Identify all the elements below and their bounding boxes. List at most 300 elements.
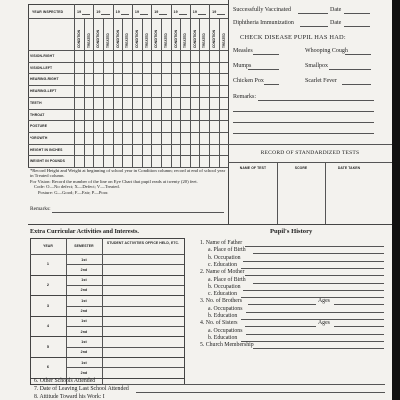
health-cell[interactable] (113, 144, 122, 155)
health-cell[interactable] (219, 144, 228, 155)
condition-header: CONDITION (115, 30, 120, 48)
health-cell[interactable] (75, 51, 84, 62)
health-cell[interactable] (84, 51, 93, 62)
activities-entry-cell[interactable] (103, 348, 182, 356)
disease-label: Whooping Cough (305, 48, 348, 54)
health-cell[interactable] (103, 86, 112, 97)
check-disease-title: CHECK DISEASE PUPIL HAS HAD: (240, 34, 346, 41)
health-cell[interactable] (94, 109, 103, 120)
health-cell[interactable] (84, 144, 93, 155)
disease-fill-line[interactable] (329, 69, 371, 70)
health-cell[interactable] (200, 144, 209, 155)
diphtheria-date-label: Date (330, 20, 342, 26)
health-cell[interactable] (132, 74, 141, 85)
history-item-label: b. Occupation (208, 254, 241, 261)
activities-semester-label: 2nd (80, 288, 88, 293)
health-cell[interactable] (132, 109, 141, 120)
health-row-label: THROAT (30, 112, 45, 117)
health-cell[interactable] (132, 62, 141, 73)
health-cell[interactable] (123, 144, 132, 155)
disease-label: Chicken Pox (233, 78, 264, 84)
health-cell[interactable] (103, 156, 112, 167)
history-fill-line[interactable] (243, 290, 384, 291)
health-cell[interactable] (190, 132, 199, 143)
health-cell[interactable] (142, 97, 151, 108)
tests-title: RECORD OF STANDARDIZED TESTS (260, 150, 360, 156)
health-cell[interactable] (123, 121, 132, 132)
history-ages-label: Ages (318, 320, 330, 327)
health-cell[interactable] (123, 132, 132, 143)
tests-col-divider-1 (277, 162, 278, 224)
health-cell[interactable] (171, 62, 180, 73)
activities-semester-label: 1st (81, 278, 87, 283)
health-cell[interactable] (103, 144, 112, 155)
health-cell[interactable] (75, 109, 84, 120)
activities-entry-cell[interactable] (103, 255, 182, 263)
history-fill-line[interactable] (243, 261, 384, 262)
activities-semester-label: 1st (81, 360, 87, 365)
bottom-question-line[interactable] (136, 392, 385, 393)
health-row-label: *GROWTH (30, 135, 48, 140)
history-fill-line[interactable] (248, 304, 316, 305)
history-fill-line[interactable] (241, 319, 384, 320)
health-cell[interactable] (181, 62, 190, 73)
health-row-label: VISION-LEFT (30, 65, 53, 70)
health-cell[interactable] (123, 97, 132, 108)
health-cell[interactable] (219, 86, 228, 97)
health-cell[interactable] (75, 132, 84, 143)
treated-header: TREATED (221, 33, 226, 48)
activities-col-year: YEAR (43, 244, 53, 248)
health-cell[interactable] (181, 156, 190, 167)
health-cell[interactable] (210, 62, 219, 73)
activities-semester-label: 2nd (80, 309, 88, 313)
health-cell[interactable] (132, 132, 141, 143)
diphtheria-line[interactable] (300, 26, 328, 27)
health-cell[interactable] (75, 144, 84, 155)
health-cell[interactable] (75, 74, 84, 85)
health-cell[interactable] (200, 121, 209, 132)
year-label: 19 (115, 10, 120, 14)
health-cell[interactable] (103, 97, 112, 108)
disease-fill-line[interactable] (248, 69, 279, 70)
health-cell[interactable] (113, 109, 122, 120)
year-label: 19 (154, 10, 159, 14)
health-cell[interactable] (210, 121, 219, 132)
health-cell[interactable] (181, 51, 190, 62)
health-cell[interactable] (142, 156, 151, 167)
history-ages-line[interactable] (334, 304, 384, 305)
bottom-question-line[interactable] (101, 384, 385, 385)
vaccinated-date-line[interactable] (344, 13, 370, 14)
health-cell[interactable] (171, 121, 180, 132)
health-cell[interactable] (171, 97, 180, 108)
health-cell[interactable] (84, 97, 93, 108)
bottom-question-label: 6. Other Schools Attended (34, 378, 96, 384)
health-cell[interactable] (161, 86, 170, 97)
health-cell[interactable] (171, 132, 180, 143)
health-cell[interactable] (142, 144, 151, 155)
tests-col-date: DATE TAKEN (337, 166, 361, 170)
health-cell[interactable] (142, 51, 151, 62)
health-cell[interactable] (210, 97, 219, 108)
activities-entry-cell[interactable] (103, 307, 182, 315)
condition-header: CONDITION (173, 30, 178, 48)
activities-entry-cell[interactable] (103, 286, 182, 294)
health-cell[interactable] (210, 86, 219, 97)
history-item-label: b. Education (208, 313, 238, 319)
disease-fill-line[interactable] (342, 84, 371, 85)
health-cell[interactable] (113, 74, 122, 85)
disease-fill-line[interactable] (253, 54, 279, 55)
history-item-label: 4. No. of Sisters (200, 320, 238, 327)
health-cell[interactable] (171, 156, 180, 167)
health-cell[interactable] (171, 144, 180, 155)
history-item-label: 5. Church Membership (200, 342, 254, 349)
health-notes (30, 168, 226, 195)
health-cell[interactable] (152, 156, 161, 167)
health-cell[interactable] (113, 86, 122, 97)
activities-semester-label: 2nd (80, 350, 88, 355)
health-cell[interactable] (113, 121, 122, 132)
health-cell[interactable] (210, 74, 219, 85)
health-cell[interactable] (190, 97, 199, 108)
health-cell[interactable] (75, 62, 84, 73)
health-cell[interactable] (210, 51, 219, 62)
health-cell[interactable] (161, 109, 170, 120)
column-divider (228, 0, 229, 224)
health-cell[interactable] (132, 51, 141, 62)
health-cell[interactable] (113, 156, 122, 167)
health-cell[interactable] (219, 132, 228, 143)
health-cell[interactable] (142, 86, 151, 97)
health-cell[interactable] (161, 156, 170, 167)
health-cell[interactable] (190, 144, 199, 155)
health-cell[interactable] (132, 121, 141, 132)
year-label: 19 (173, 10, 178, 14)
disease-label: Mumps (233, 63, 252, 69)
health-cell[interactable] (84, 86, 93, 97)
health-cell[interactable] (200, 74, 209, 85)
history-item-label: a. Occupations (208, 327, 243, 334)
health-cell[interactable] (181, 97, 190, 108)
activities-year-label: 6 (46, 365, 50, 370)
activities-semester-label: 1st (81, 319, 87, 324)
health-cell[interactable] (152, 86, 161, 97)
health-cell[interactable] (113, 62, 122, 73)
health-cell[interactable] (219, 156, 228, 167)
bottom-question-label: 8. Attitude Toward his Work: I (34, 394, 105, 400)
treated-header: TREATED (202, 33, 207, 48)
year-label: 19 (212, 10, 217, 14)
activities-entry-cell[interactable] (103, 276, 182, 284)
health-cell[interactable] (142, 132, 151, 143)
immunization-remarks-line-2[interactable] (233, 111, 374, 112)
immunization-remarks-line-3[interactable] (233, 122, 374, 123)
diphtheria-label: Diphtheria Immunization (233, 20, 294, 26)
history-fill-line[interactable] (246, 334, 384, 335)
activities-entry-cell[interactable] (103, 358, 182, 366)
health-cell[interactable] (152, 121, 161, 132)
health-cell[interactable] (152, 97, 161, 108)
health-cell[interactable] (181, 132, 190, 143)
history-fill-line[interactable] (241, 268, 384, 269)
health-cell[interactable] (190, 156, 199, 167)
health-cell[interactable] (190, 74, 199, 85)
health-cell[interactable] (123, 109, 132, 120)
history-fill-line[interactable] (253, 283, 384, 284)
health-cell[interactable] (103, 51, 112, 62)
health-cell[interactable] (152, 132, 161, 143)
health-cell[interactable] (94, 121, 103, 132)
health-cell[interactable] (103, 109, 112, 120)
health-cell[interactable] (152, 74, 161, 85)
health-cell[interactable] (123, 156, 132, 167)
health-row-label: HEARING-LEFT (30, 89, 57, 94)
health-cell[interactable] (200, 132, 209, 143)
treated-header: TREATED (125, 33, 130, 48)
health-cell[interactable] (84, 62, 93, 73)
posture-note: Posture: G—Good; F—Fair; P—Poor. (38, 189, 109, 195)
health-cell[interactable] (152, 62, 161, 73)
code-note: Code: O—No defect; X—Defect; V—Treated. (34, 184, 120, 190)
health-cell[interactable] (152, 144, 161, 155)
health-cell[interactable] (103, 121, 112, 132)
health-cell[interactable] (75, 86, 84, 97)
health-cell[interactable] (123, 51, 132, 62)
treated-header: TREATED (183, 33, 188, 48)
activities-semester-label: 2nd (80, 329, 88, 334)
health-cell[interactable] (171, 109, 180, 120)
health-row-label: POSTURE (30, 124, 48, 129)
health-cell[interactable] (142, 109, 151, 120)
health-cell[interactable] (190, 62, 199, 73)
treated-header: TREATED (144, 33, 149, 48)
activities-table (30, 238, 184, 384)
health-cell[interactable] (200, 51, 209, 62)
health-cell[interactable] (210, 156, 219, 167)
health-cell[interactable] (94, 144, 103, 155)
disease-fill-line[interactable] (345, 54, 371, 55)
health-cell[interactable] (132, 86, 141, 97)
health-cell[interactable] (103, 74, 112, 85)
history-fill-line[interactable] (245, 275, 384, 276)
activities-semester-label: 2nd (80, 267, 88, 272)
health-cell[interactable] (210, 109, 219, 120)
year-label: 19 (134, 10, 140, 14)
health-cell[interactable] (171, 51, 180, 62)
history-item-label: b. Education (208, 334, 238, 341)
health-cell[interactable] (181, 109, 190, 120)
activities-entry-cell[interactable] (103, 337, 182, 345)
health-cell[interactable] (132, 144, 141, 155)
health-grid-lines (28, 4, 228, 167)
history-item-label: c. Education (208, 291, 237, 298)
year-label: 19 (96, 10, 101, 14)
condition-header: CONDITION (212, 30, 217, 48)
health-cell[interactable] (84, 156, 93, 167)
health-cell[interactable] (219, 97, 228, 108)
health-cell[interactable] (152, 109, 161, 120)
immunization-remarks-line-4[interactable] (233, 133, 374, 134)
health-cell[interactable] (123, 86, 132, 97)
health-cell[interactable] (94, 86, 103, 97)
health-cell[interactable] (190, 86, 199, 97)
section-separator (28, 224, 392, 225)
vaccinated-date-label: Date (330, 7, 342, 13)
health-cell[interactable] (75, 97, 84, 108)
health-cell[interactable] (75, 121, 84, 132)
health-cell[interactable] (200, 62, 209, 73)
health-cell[interactable] (152, 51, 161, 62)
vaccinated-line[interactable] (298, 13, 328, 14)
health-cell[interactable] (210, 144, 219, 155)
history-fill-line[interactable] (246, 312, 384, 313)
year-label: 19 (77, 10, 82, 14)
health-cell[interactable] (181, 144, 190, 155)
year-inspected-label: YEAR INSPECTED (32, 10, 64, 14)
height-weight-note: *Record Height and Weight at beginning of school year in Condition column; record at end of school year in Treated column. (30, 168, 226, 179)
activities-col-semester: SEMESTER (74, 244, 94, 248)
health-cell[interactable] (200, 109, 209, 120)
activities-entry-cell[interactable] (103, 317, 182, 325)
health-cell[interactable] (181, 86, 190, 97)
health-cell[interactable] (161, 132, 170, 143)
health-row-label: WEIGHT IN POUNDS (30, 159, 65, 164)
history-ages-line[interactable] (334, 326, 384, 327)
history-fill-line[interactable] (253, 348, 384, 349)
condition-header: CONDITION (154, 30, 159, 48)
immunization-remarks-line-1[interactable] (258, 100, 374, 101)
health-cell[interactable] (200, 86, 209, 97)
activities-year-label: 4 (46, 324, 50, 329)
tests-col-divider-2 (325, 162, 326, 224)
disease-label: Measles (233, 48, 253, 54)
history-fill-line[interactable] (241, 297, 384, 298)
health-cell[interactable] (75, 156, 84, 167)
health-cell[interactable] (161, 97, 170, 108)
activities-semester-label: 2nd (80, 370, 88, 375)
health-cell[interactable] (171, 74, 180, 85)
activities-year-label: 2 (46, 282, 50, 287)
immunization-remarks-label: Remarks: (233, 94, 256, 100)
health-cell[interactable] (219, 121, 228, 132)
health-cell[interactable] (84, 109, 93, 120)
activities-year-label: 5 (46, 344, 50, 349)
activities-entry-cell[interactable] (103, 296, 182, 304)
health-cell[interactable] (161, 144, 170, 155)
tests-col-score: SCORE (294, 166, 308, 170)
health-cell[interactable] (94, 51, 103, 62)
health-cell[interactable] (181, 121, 190, 132)
health-cell[interactable] (219, 51, 228, 62)
health-cell[interactable] (103, 132, 112, 143)
health-cell[interactable] (113, 132, 122, 143)
health-cell[interactable] (94, 156, 103, 167)
health-cell[interactable] (132, 97, 141, 108)
health-cell[interactable] (161, 74, 170, 85)
health-cell[interactable] (190, 121, 199, 132)
history-title: Pupil's History (270, 228, 313, 235)
health-cell[interactable] (113, 51, 122, 62)
health-cell[interactable] (181, 74, 190, 85)
condition-header: CONDITION (77, 30, 81, 48)
health-cell[interactable] (132, 156, 141, 167)
health-cell[interactable] (142, 121, 151, 132)
disease-fill-line[interactable] (264, 84, 279, 85)
tests-top-border (228, 144, 392, 145)
activities-col-activities: STUDENT ACTIVITIES OFFICE HELD, ETC. (106, 241, 180, 245)
activities-semester-label: 1st (81, 257, 87, 262)
health-cell[interactable] (190, 51, 199, 62)
health-cell[interactable] (113, 97, 122, 108)
history-item-label: a. Place of Birth (208, 276, 246, 283)
health-cell[interactable] (142, 62, 151, 73)
activities-year-label: 1 (46, 262, 50, 267)
vision-note: For Vision: Record the number of the line on Eye Chart that pupil reads at twenty (20) feet. (30, 178, 198, 184)
health-cell[interactable] (94, 62, 103, 73)
history-item-label: b. Occupation (208, 283, 241, 290)
health-cell[interactable] (190, 109, 199, 120)
tests-col-name: NAME OF TEST (239, 166, 267, 170)
history-ages-label: Ages (318, 298, 330, 305)
activities-entry-cell[interactable] (103, 327, 182, 335)
health-cell[interactable] (200, 156, 209, 167)
health-cell[interactable] (161, 121, 170, 132)
history-fill-line[interactable] (245, 246, 384, 247)
health-row-label: HEARING-RIGHT (30, 77, 59, 82)
history-fill-line[interactable] (253, 253, 384, 254)
condition-header: CONDITION (134, 30, 139, 48)
health-cell[interactable] (219, 109, 228, 120)
health-cell[interactable] (94, 97, 103, 108)
health-cell[interactable] (200, 97, 209, 108)
health-remarks-line[interactable] (52, 212, 224, 213)
condition-header: CONDITION (96, 30, 101, 48)
health-cell[interactable] (84, 132, 93, 143)
history-fill-line[interactable] (241, 341, 384, 342)
tests-header-top (228, 162, 392, 163)
health-cell[interactable] (210, 132, 219, 143)
health-cell[interactable] (161, 51, 170, 62)
vaccinated-label: Successfully Vaccinated (233, 7, 292, 13)
health-remarks-label: Remarks: (30, 206, 51, 212)
history-item-label: 1. Name of Father (200, 240, 243, 246)
health-cell[interactable] (219, 74, 228, 85)
treated-header: TREATED (163, 33, 168, 48)
disease-label: Smallpox (305, 63, 329, 69)
health-cell[interactable] (94, 74, 103, 85)
health-cell[interactable] (219, 62, 228, 73)
health-cell[interactable] (142, 74, 151, 85)
health-cell[interactable] (103, 62, 112, 73)
health-cell[interactable] (171, 86, 180, 97)
activities-entry-cell[interactable] (103, 265, 182, 273)
health-cell[interactable] (161, 62, 170, 73)
history-item-label: 3. No. of Brothers (200, 298, 243, 305)
health-cell[interactable] (123, 62, 132, 73)
health-cell[interactable] (84, 121, 93, 132)
activities-semester-label: 1st (81, 298, 87, 303)
diphtheria-date-line[interactable] (344, 26, 370, 27)
history-fill-line[interactable] (245, 326, 316, 327)
activities-title: Extra Curricular Activities and Interests. (30, 228, 139, 235)
health-cell[interactable] (123, 74, 132, 85)
health-cell[interactable] (84, 74, 93, 85)
treated-header: TREATED (105, 33, 110, 48)
health-cell[interactable] (94, 132, 103, 143)
activities-semester-label: 1st (81, 339, 87, 344)
